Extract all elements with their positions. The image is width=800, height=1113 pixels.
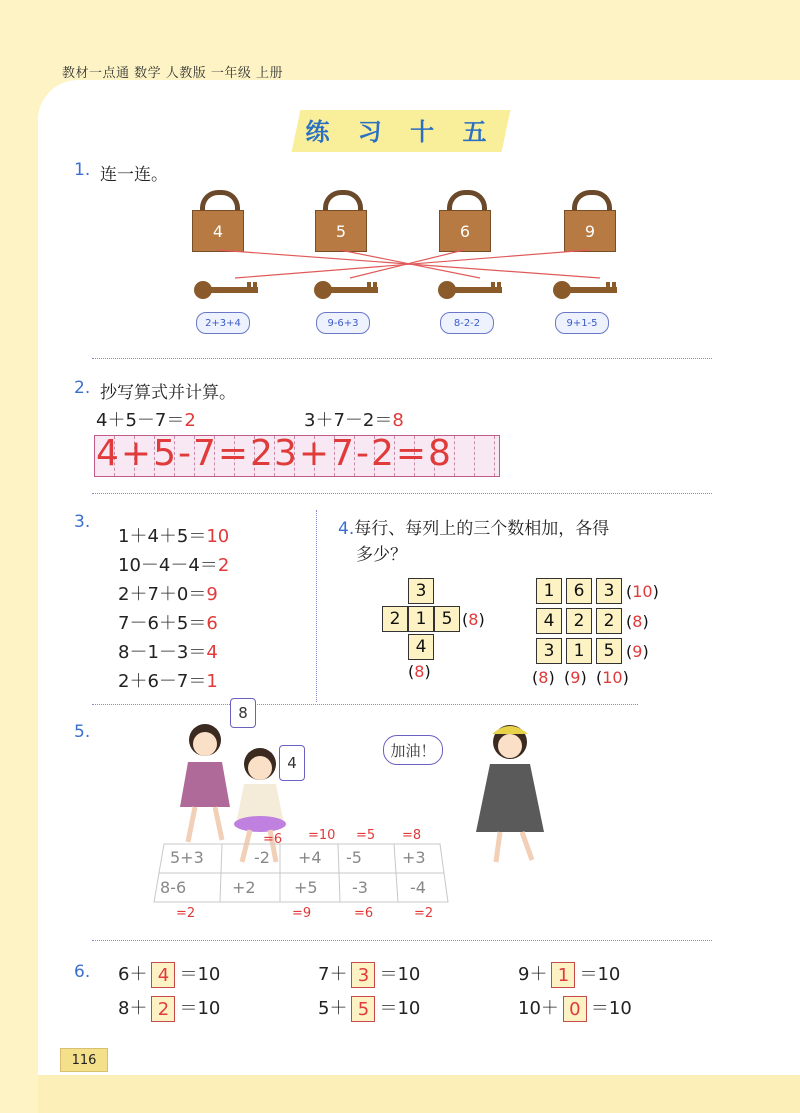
- square-cell: 3: [596, 578, 622, 604]
- answer-value: 10: [602, 668, 623, 687]
- cross-cell-left: 2: [382, 606, 408, 632]
- q2-number: 2.: [74, 378, 91, 398]
- key-icon: [553, 281, 617, 299]
- bottom-band: [38, 1075, 800, 1113]
- q5-number: 5.: [74, 722, 91, 742]
- square-cell: 1: [536, 578, 562, 604]
- answer-value: 8: [468, 610, 479, 629]
- divider: [92, 493, 712, 494]
- square-cell: 2: [566, 608, 592, 634]
- equation-prefix: 9＋: [518, 964, 548, 985]
- equation-expression: 2＋7＋0＝: [118, 584, 207, 605]
- cross-cell-center: 1: [408, 606, 434, 632]
- q2-equation-1: [96, 406, 196, 432]
- hop-bottom-result: =9: [292, 906, 312, 921]
- square-col-answer: (10): [596, 668, 629, 687]
- equation-suffix: ＝10: [590, 998, 632, 1019]
- cross-row-answer: (8): [462, 610, 485, 629]
- q3-equation-row: [118, 580, 218, 606]
- equation-expression: 1＋4＋5＝: [118, 526, 207, 547]
- equation-answer: 10: [206, 526, 230, 547]
- equation-expression: 3＋7－2＝: [304, 410, 393, 431]
- key-tag-2: 9-6+3: [316, 312, 370, 334]
- answer-box: 5: [351, 996, 375, 1022]
- page-title: 练 习 十 五: [305, 117, 497, 146]
- equation-answer: 8: [392, 410, 404, 431]
- speech-bubble-4: 4: [279, 745, 305, 781]
- hop-top-result: =6: [263, 832, 283, 847]
- square-row-answer: (8): [626, 612, 649, 631]
- answer-value: 8: [632, 612, 643, 631]
- square-cell: 3: [536, 638, 562, 664]
- lock-body: 4: [192, 210, 244, 252]
- grid-cell: [455, 436, 475, 476]
- q6-equation: [318, 960, 420, 988]
- q3-equation-row: [118, 609, 218, 635]
- hop-cell: +2: [232, 878, 256, 897]
- key-icon: [438, 281, 502, 299]
- q6-equation: [518, 994, 632, 1022]
- equation-answer: 6: [206, 613, 218, 634]
- equation-prefix: 8＋: [118, 998, 148, 1019]
- cheer-bubble: 加油！: [383, 735, 443, 765]
- divider: [92, 940, 712, 941]
- q1-number: 1.: [74, 160, 91, 180]
- answer-box: 0: [563, 996, 587, 1022]
- square-cell: 6: [566, 578, 592, 604]
- q6-equation: [518, 960, 620, 988]
- cross-col-answer: (8): [408, 662, 431, 681]
- q4-prompt: 每行、每列上的三个数相加，各得: [354, 519, 610, 539]
- key-icon: [194, 281, 258, 299]
- equation-expression: 7－6＋5＝: [118, 613, 207, 634]
- hop-cell: +3: [402, 848, 426, 867]
- square-row-answer: (10): [626, 582, 659, 601]
- cross-cell-top: 3: [408, 578, 434, 604]
- answer-box: 3: [351, 962, 375, 988]
- equation-answer: 9: [206, 584, 218, 605]
- page-number: 116: [60, 1048, 108, 1072]
- square-row-answer: (9): [626, 642, 649, 661]
- equation-answer: 2: [184, 410, 196, 431]
- speech-bubble-8: 8: [230, 698, 256, 728]
- q4-text-line-2: 多少？: [356, 545, 407, 565]
- answer-value: 8: [538, 668, 549, 687]
- hop-cell: -2: [254, 848, 270, 867]
- equation-prefix: 6＋: [118, 964, 148, 985]
- hop-cell: 8-6: [160, 878, 187, 897]
- hop-bottom-result: =2: [176, 906, 196, 921]
- divider: [92, 358, 712, 359]
- q3-equation-row: [118, 522, 229, 548]
- divider: [92, 704, 638, 705]
- answer-value: 8: [414, 662, 425, 681]
- lock-body: 9: [564, 210, 616, 252]
- equation-prefix: 10＋: [518, 998, 559, 1019]
- equation-expression: 10－4－4＝: [118, 555, 218, 576]
- hop-top-result: =5: [356, 828, 376, 843]
- q2-text: 抄写算式并计算。: [100, 383, 236, 403]
- square-col-answer: (9): [564, 668, 587, 687]
- square-col-answer: (8): [532, 668, 555, 687]
- hop-cell: 5+3: [170, 848, 204, 867]
- q3-number: 3.: [74, 512, 91, 532]
- column-divider: [316, 510, 317, 702]
- answer-value: 9: [632, 642, 643, 661]
- equation-prefix: 5＋: [318, 998, 348, 1019]
- equation-answer: 1: [206, 671, 218, 692]
- q6-equation: [118, 994, 220, 1022]
- q6-equation: [318, 994, 420, 1022]
- square-cell: 4: [536, 608, 562, 634]
- hop-bottom-result: =6: [354, 906, 374, 921]
- girl-1-icon: [180, 724, 230, 842]
- girl-3-icon: [476, 725, 544, 862]
- square-cell: 2: [596, 608, 622, 634]
- equation-suffix: ＝10: [179, 998, 221, 1019]
- key-tag-3: 8-2-2: [440, 312, 494, 334]
- hop-bottom-result: =2: [414, 906, 434, 921]
- hop-top-result: =8: [402, 828, 422, 843]
- hop-cell: -3: [352, 878, 368, 897]
- equation-expression: 4＋5－7＝: [96, 410, 185, 431]
- equation-expression: 8－1－3＝: [118, 642, 207, 663]
- equation-suffix: ＝10: [179, 964, 221, 985]
- lock-body: 5: [315, 210, 367, 252]
- q3-equation-row: [118, 551, 229, 577]
- keys: [185, 270, 645, 310]
- hop-top-result: =10: [308, 828, 336, 843]
- q6-equation: [118, 960, 220, 988]
- q3-equation-row: [118, 667, 218, 693]
- answer-box: 1: [551, 962, 575, 988]
- handwritten-equation-2: 3+7-2=8: [274, 433, 453, 474]
- cross-cell-right: 5: [434, 606, 460, 632]
- lock-body: 6: [439, 210, 491, 252]
- answer-value: 10: [632, 582, 653, 601]
- square-cell: 1: [566, 638, 592, 664]
- q4-text-line-1: [338, 514, 609, 539]
- equation-expression: 2＋6－7＝: [118, 671, 207, 692]
- q2-equation-2: [304, 406, 404, 432]
- book-header: 教材一点通 数学 人教版 一年级 上册: [62, 66, 284, 81]
- equation-answer: 2: [217, 555, 230, 576]
- equation-suffix: ＝10: [379, 964, 421, 985]
- handwritten-equation-1: 4+5-7=2: [96, 433, 275, 474]
- equation-prefix: 7＋: [318, 964, 348, 985]
- equation-answer: 4: [206, 642, 218, 663]
- q6-number: 6.: [74, 962, 91, 982]
- grid-cell: [475, 436, 495, 476]
- q3-equation-row: [118, 638, 218, 664]
- q1-text: 连一连。: [100, 165, 168, 185]
- key-icon: [314, 281, 378, 299]
- cross-cell-bottom: 4: [408, 634, 434, 660]
- hop-cell: -5: [346, 848, 362, 867]
- answer-box: 2: [151, 996, 175, 1022]
- answer-box: 4: [151, 962, 175, 988]
- equation-suffix: ＝10: [379, 998, 421, 1019]
- hop-cell: -4: [410, 878, 426, 897]
- hop-cell: +4: [298, 848, 322, 867]
- equation-suffix: ＝10: [579, 964, 621, 985]
- hop-cell: +5: [294, 878, 318, 897]
- key-tag-1: 2+3+4: [196, 312, 250, 334]
- q4-number: 4.: [338, 519, 355, 539]
- answer-value: 9: [570, 668, 581, 687]
- square-cell: 5: [596, 638, 622, 664]
- key-tag-4: 9+1-5: [555, 312, 609, 334]
